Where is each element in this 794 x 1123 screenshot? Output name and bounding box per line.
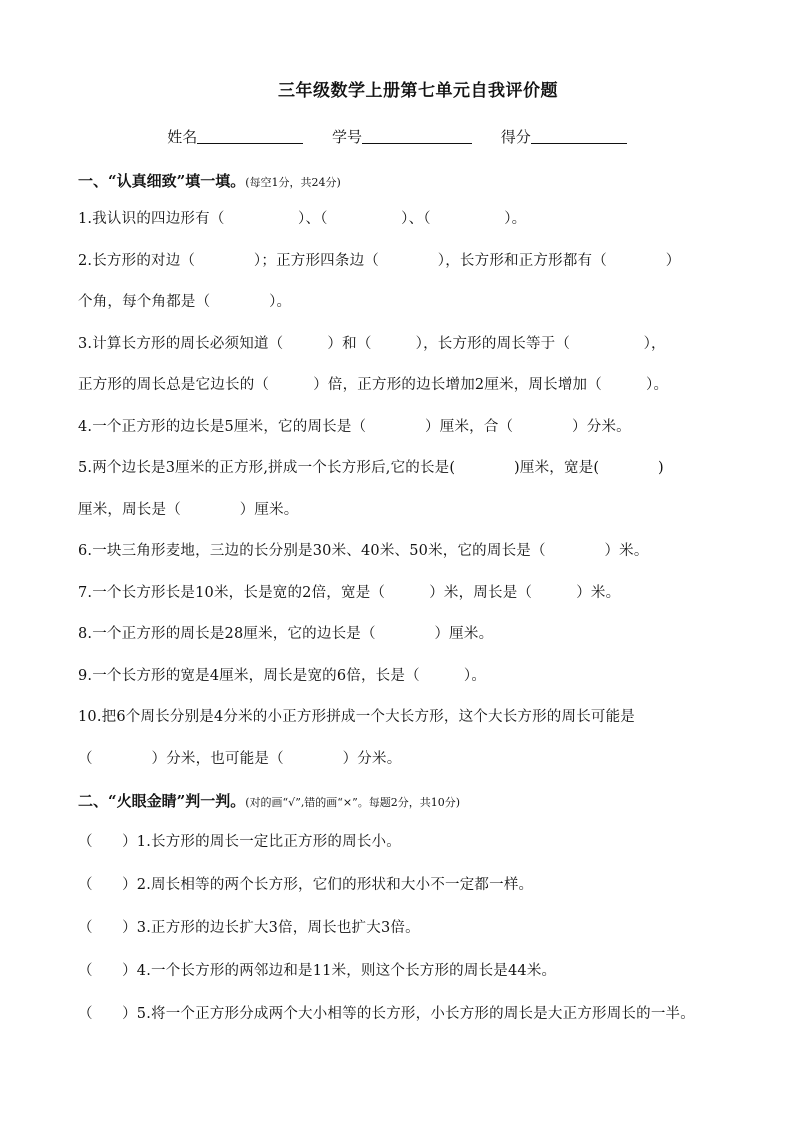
question-line: 个角，每个角都是（ ）。 xyxy=(78,294,292,310)
question-line: 1.我认识的四边形有（ ）、（ ）、（ ）。 xyxy=(78,211,527,227)
name-blank[interactable] xyxy=(197,129,303,144)
question-line: 6.一块三角形麦地，三边的长分别是30米、40米、50米，它的周长是（ ）米。 xyxy=(78,543,649,559)
id-field[interactable] xyxy=(332,126,472,147)
question-line: 2.长方形的对边（ ）；正方形四条边（ ），长方形和正方形都有（ ） xyxy=(78,253,681,269)
question-line: 正方形的周长总是它边长的（ ）倍，正方形的边长增加2厘米，周长增加（ ）。 xyxy=(78,377,669,393)
question-line: 7.一个长方形长是10米，长是宽的2倍，宽是（ ）米，周长是（ ）米。 xyxy=(78,585,621,601)
question-line: （ ）分米，也可能是（ ）分米。 xyxy=(78,751,402,767)
name-field[interactable] xyxy=(167,126,303,147)
question-line: 3.计算长方形的周长必须知道（ ）和（ ），长方形的周长等于（ ）， xyxy=(78,336,666,352)
question-line: 4.一个正方形的边长是5厘米，它的周长是（ ）厘米，合（ ）分米。 xyxy=(78,419,631,435)
score-blank[interactable] xyxy=(531,129,627,144)
section2-heading xyxy=(78,790,460,811)
id-label: 学号 xyxy=(331,128,362,146)
question-line: 8.一个正方形的周长是28厘米，它的边长是（ ）厘米。 xyxy=(78,626,494,642)
score-field[interactable] xyxy=(501,126,627,147)
student-info-row xyxy=(0,126,794,147)
judgement-line: （ ）4.一个长方形的两邻边和是11米，则这个长方形的周长是44米。 xyxy=(78,963,557,979)
section1-title: 一、“认真细致”填一填。 xyxy=(78,172,246,190)
question-line: 9.一个长方形的宽是4厘米，周长是宽的6倍，长是（ ）。 xyxy=(78,668,487,684)
score-label: 得分 xyxy=(500,128,531,146)
judgement-line: （ ）2.周长相等的两个长方形，它们的形状和大小不一定都一样。 xyxy=(78,877,534,893)
judgement-line: （ ）5.将一个正方形分成两个大小相等的长方形，小长方形的周长是大正方形周长的一半。 xyxy=(78,1006,695,1022)
section1-note: (每空1分，共24分) xyxy=(245,176,341,189)
page-title: 三年级数学上册第七单元自我评价题 xyxy=(278,81,558,101)
question-line: 厘米，周长是（ ）厘米。 xyxy=(78,502,299,518)
judgement-line: （ ）3.正方形的边长扩大3倍，周长也扩大3倍。 xyxy=(78,920,420,936)
judgement-line: （ ）1.长方形的周长一定比正方形的周长小。 xyxy=(78,834,401,850)
id-blank[interactable] xyxy=(362,129,472,144)
question-line: 5.两个边长是3厘米的正方形,拼成一个长方形后,它的长是( )厘米，宽是( ) xyxy=(78,460,664,476)
section2-note: (对的画“√”,错的画“×”。每题2分，共10分) xyxy=(245,796,461,809)
section2-title: 二、“火眼金睛”判一判。 xyxy=(78,792,246,810)
section1-heading xyxy=(78,170,341,191)
question-line: 10.把6个周长分别是4分米的小正方形拼成一个大长方形，这个大长方形的周长可能是 xyxy=(78,709,636,725)
name-label: 姓名 xyxy=(167,128,198,146)
